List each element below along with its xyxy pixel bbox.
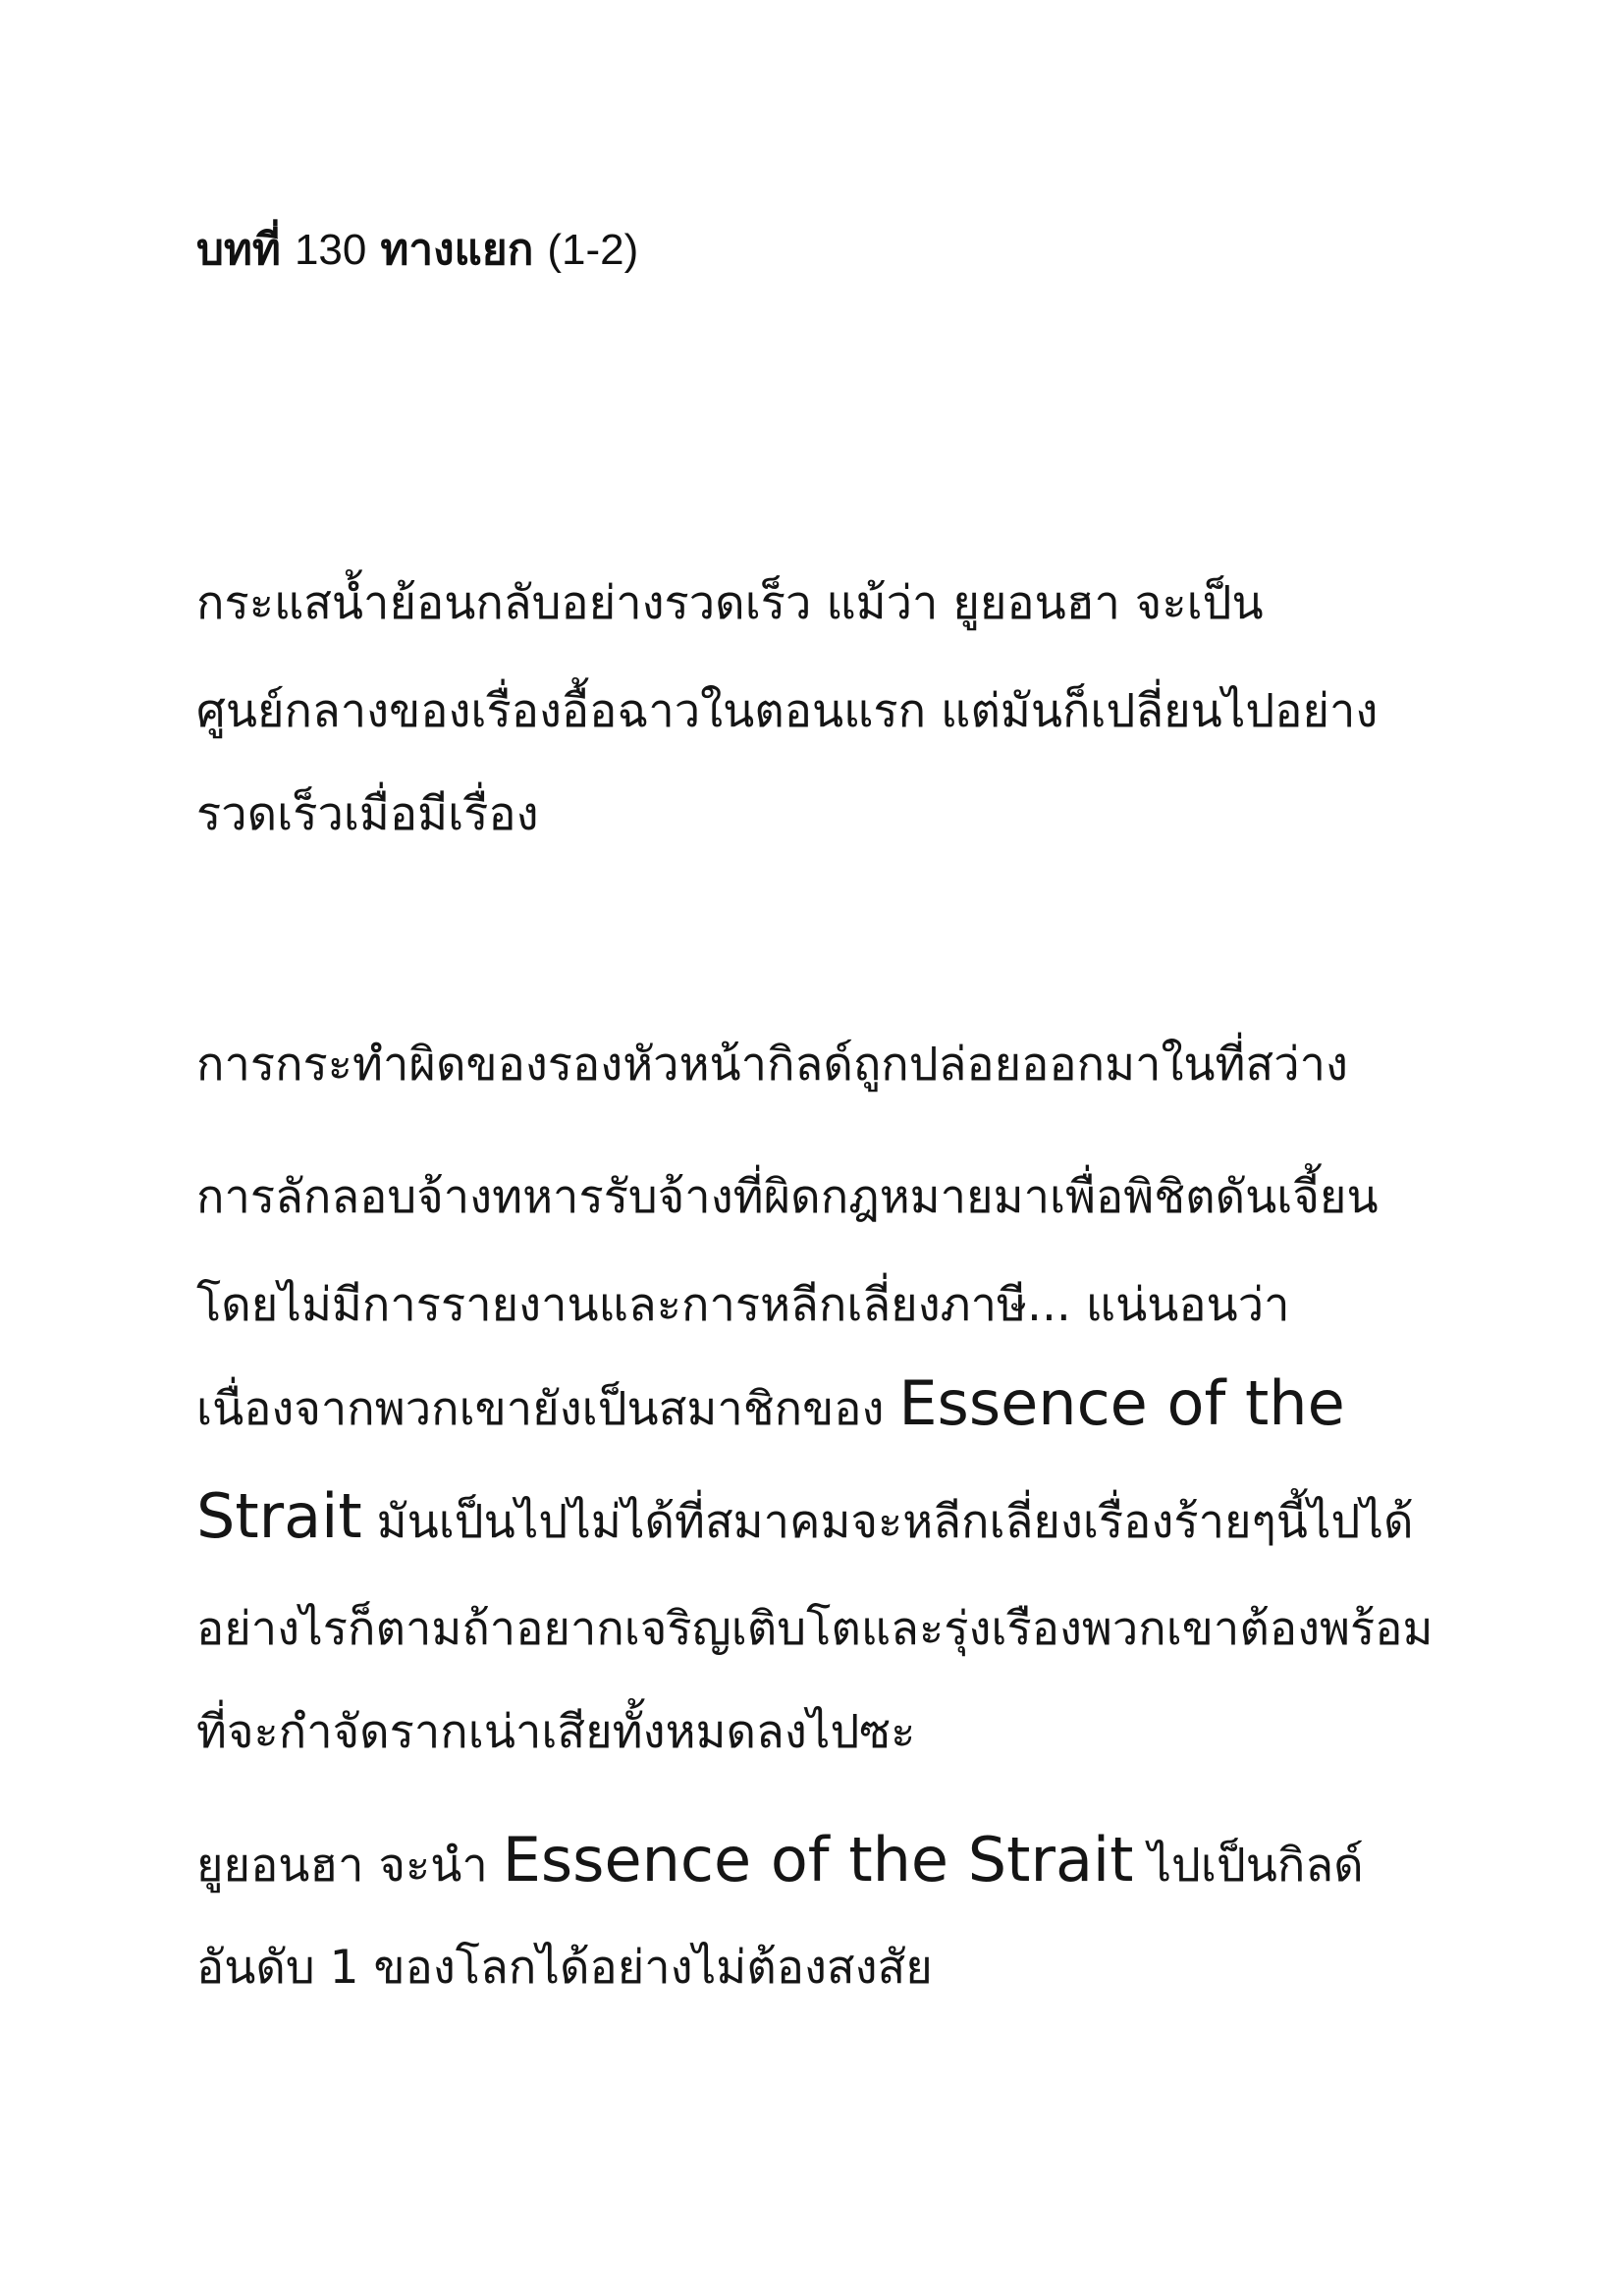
line-text: เนื่องจากพวกเขายังเป็นสมาชิกของ [196,1382,899,1436]
paragraph-line [196,1477,1414,1562]
paragraph-line [196,1821,1364,1905]
chapter-part: (1-2) [547,226,639,274]
guild-name: Strait [196,1480,362,1552]
paragraph-line [196,1364,1345,1449]
paragraph-line: ที่จะกำจัดรากเน่าเสียทั้งหมดลงไปซะ [196,1705,916,1759]
line-text: ไปเป็นกิลด์ [1133,1839,1364,1893]
paragraph-line: อันดับ 1 ของโลกได้อย่างไม่ต้องสงสัย [196,1941,933,1995]
line-text: ยูยอนฮา จะนำ [196,1839,503,1893]
paragraph-line: การลักลอบจ้างทหารรับจ้างที่ผิดกฎหมายมาเพื่อพิชิตดันเจี้ยน [196,1170,1379,1224]
chapter-name: ทางแยก [380,225,534,275]
guild-name: Essence of the [898,1367,1345,1439]
paragraph-line: โดยไม่มีการรายงานและการหลีกเลี่ยงภาษี... แน่นอนว่า [196,1278,1290,1332]
line-text: มันเป็นไปไม่ได้ที่สมาคมจะหลีกเลี่ยงเรื่องร้ายๆนี้ไปได้ [361,1495,1414,1549]
paragraph-line: รวดเร็วเมื่อมีเรื่อง [196,787,539,841]
guild-name: Essence of the Strait [502,1824,1134,1896]
paragraph-line: กระแสน้ำย้อนกลับอย่างรวดเร็ว แม้ว่า ยูยอนฮา จะเป็น [196,576,1264,630]
chapter-title [196,221,638,280]
paragraph-line: การกระทำผิดของรองหัวหน้ากิลด์ถูกปล่อยออกมาในที่สว่าง [196,1038,1348,1092]
chapter-prefix: บทที่ [196,225,281,275]
paragraph-line: ศูนย์กลางของเรื่องอื้อฉาวในตอนแรก แต่มันก็เปลี่ยนไปอย่าง [196,684,1379,738]
chapter-number: 130 [294,226,367,274]
paragraph-line: อย่างไรก็ตามถ้าอยากเจริญเติบโตและรุ่งเรืองพวกเขาต้องพร้อม [196,1602,1434,1656]
